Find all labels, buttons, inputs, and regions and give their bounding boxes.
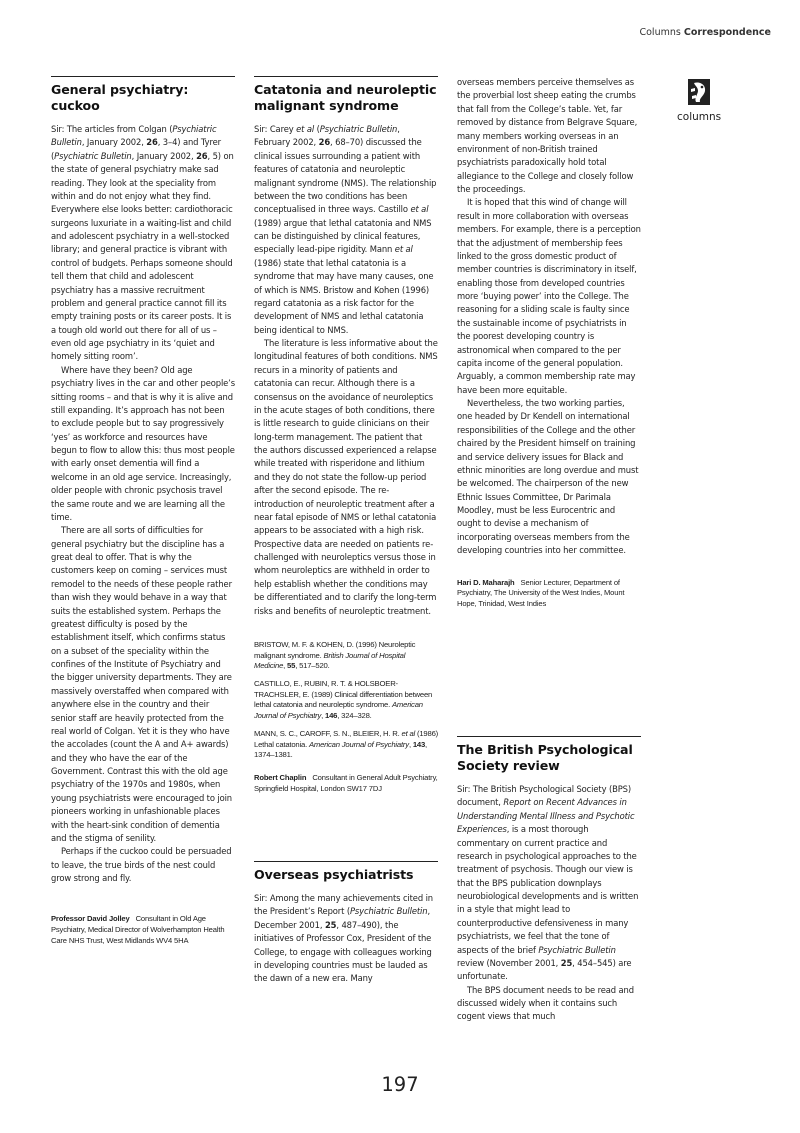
author-name: Hari D. Maharajh: [457, 577, 515, 587]
italic-text: Psychiatric Bulletin: [54, 150, 132, 161]
bold-text: 26: [196, 150, 208, 161]
article-title: Overseas psychiatrists: [254, 867, 414, 883]
text-run: ,: [408, 739, 413, 749]
text-run: , December 2001,: [254, 906, 430, 930]
paragraph: [457, 76, 641, 196]
section-rule: [254, 861, 438, 862]
header-section: Columns: [639, 27, 681, 38]
text-run: , February 2002,: [254, 124, 400, 148]
text-run: , January 2002,: [131, 150, 197, 161]
text-run: , 3–4) and Tyrer (: [51, 137, 221, 161]
section-rule: [51, 76, 235, 77]
bps-section: [457, 736, 641, 1024]
text-run: It is hoped that this wind of change will result in more collaboration with overseas members. For example, there is a perception that the adjustment of membership fees linked to the gross domestic product of member countries is discriminatory in itself, enabling those from developed countries more ‘buying power’ into the College. The reasoning for a sliding scale is faulty since the sustainable income of psychiatrists in the poorest developing country is astronomical when compared to the per capita income of the general population. Arguably, a common membership rate may have been more equitable.: [457, 197, 641, 395]
text-run: Sir: The articles from Colgan (: [51, 124, 173, 134]
column-2: [254, 76, 438, 986]
logo-label: columns: [677, 111, 722, 123]
text-run: , 454–545) are unfortunate.: [457, 957, 632, 982]
author-name: Robert Chaplin: [254, 772, 307, 782]
text-run: , 68–70) discussed the clinical issues surrounding a patient with features of catatonia and neuroleptic malignant syndrome (NMS). The relationship between the two conditions has been conceptualised in three ways. Castillo: [254, 137, 437, 215]
text-run: ,: [283, 661, 288, 671]
italic-text: Psychiatric Bulletin: [349, 906, 428, 917]
paragraph: [254, 892, 438, 986]
italic-text: Psychiatric Bulletin: [51, 124, 217, 148]
paragraph: [51, 524, 235, 845]
paragraph: [51, 364, 235, 525]
text-run: Where have they been? Old age psychiatry lives in the car and other people’s sitting rooms – and that is why it is alive and still expanding. It’s approach has not been to exclude people but to say progressively ‘yes’ as workforce and resources have begun to flow to allow this: thus most people with early onset dementia will find a welcome in an old age service. Increasingly, older people with chronic psychosis travel the same route and we are learning all the time.: [51, 364, 235, 522]
paragraph: [51, 123, 235, 364]
article-title: The British Psychological Society review: [457, 742, 633, 773]
bold-text: 25: [324, 919, 337, 930]
paragraph: [457, 397, 641, 558]
article-title: Catatonia and neuroleptic malignant syndrome: [254, 82, 437, 113]
bold-text: 26: [318, 137, 331, 148]
reference: [254, 679, 438, 722]
column-3: [457, 76, 641, 609]
italic-text: Psychiatric Bulletin: [319, 124, 398, 134]
text-run: , 5) on the state of general psychiatry make sad reading. They look at the speciality from within and do not enjoy what they find. Everywhere else looks better: cardiothoracic surgeons luxuriate in a waiting-list and child and adolescent psychiatry in a well-stocked library; and general practice is vibrant with control of budgets. Perhaps someone should tell them that child and adolescent psychiatry has a massive recruitment problem and general practice cannot fill its empty training posts or its career posts. It is a tough old world out there for all of us – even old age psychiatry in its ‘quiet and homely sitting room’.: [51, 150, 234, 362]
text-run: Perhaps if the cuckoo could be persuaded to leave, the true birds of the nest could grow strong and fly.: [51, 846, 232, 883]
text-run: Sir: Carey: [254, 124, 297, 134]
article-body-continued: [457, 76, 641, 558]
italic-text: British Journal of Hospital Medicine: [254, 650, 406, 671]
header-subsection: Correspondence: [683, 27, 771, 38]
reference: [254, 729, 438, 761]
italic-text: American Journal of Psychiatry: [254, 700, 423, 721]
article-title: General psychiatry: cuckoo: [51, 82, 189, 113]
italic-text: et al: [394, 244, 413, 255]
paragraph: [457, 783, 641, 984]
article-body: [254, 892, 438, 986]
text-run: , January 2002,: [81, 137, 147, 148]
paragraph: [254, 123, 438, 337]
author-signature: [457, 578, 641, 610]
italic-text: Report on Recent Advances in Understanding Mental Illness and Psychotic Experiences: [457, 797, 635, 835]
text-run: CASTILLO, E., RUBIN, R. T. & HOLSBOER-TRACHSLER, E. (1989) Clinical differentiation between lethal catatonia and neuroleptic syndrome.: [254, 678, 433, 710]
reference-list: [254, 640, 438, 761]
italic-text: Psychiatric Bulletin: [538, 944, 616, 955]
italic-text: et al: [401, 728, 416, 738]
article-body: [457, 783, 641, 1024]
paragraph: [254, 337, 438, 618]
text-run: The BPS document needs to be read and discussed widely when it contains such cogent views that much: [457, 984, 634, 1022]
author-name: Professor David Jolley: [51, 914, 130, 924]
bold-text: 26: [146, 137, 158, 148]
text-run: Sir: Among the many achievements cited in the President’s Report (: [254, 893, 433, 917]
text-run: (1986) Lethal catatonia.: [254, 728, 439, 749]
text-run: , is a most thorough commentary on current practice and research in psychological approaches to the treatment of psychosis. Though our view is that the BPS publication downplays neurobiological developments and is written in a style that might lead to counterproductive defensiveness in many psychiatrists, we feel that the tone of aspects of the brief: [457, 824, 639, 955]
author-affiliation: Senior Lecturer, Department of Psychiatry, The University of the West Indies, Mount Hope, Trinidad, West Indies: [457, 577, 625, 608]
text-run: MANN, S. C., CAROFF, S. N., BLEIER, H. R.: [254, 728, 402, 738]
paragraph: [457, 196, 641, 397]
reference: [254, 640, 438, 672]
running-header: [639, 27, 771, 38]
text-run: (1989) argue that lethal catatonia and NMS can be distinguished by clinical features, especially lead-pipe rigidity. Mann: [254, 217, 432, 255]
text-run: , 324–328.: [337, 711, 372, 721]
text-run: , 487–490), the initiatives of Professor Cox, President of the College, to engage with colleagues working in developing countries must be lauded as the dawn of a new era. Many: [254, 919, 432, 984]
overseas-section: [254, 861, 438, 986]
text-run: (: [314, 124, 320, 134]
text-run: , 1374–1381.: [254, 739, 427, 760]
text-run: Sir: The British Psychological Society (BPS) document,: [457, 784, 631, 808]
italic-text: American Journal of Psychiatry: [308, 739, 409, 749]
article-body: [51, 123, 235, 885]
text-run: The literature is less informative about the longitudinal features of both conditions. NMS recurs in a minority of patients and catatonia can recur. Although there is a consensus on the avoidance of neuroleptics in the acute stages of both conditions, there is little research to guide clinicians on their long-term management. The patient that the authors discussed experienced a relapse while treated with risperidone and lithium and they do not state the follow-up period after the second episode. The re-introduction of neuroleptic treatment after a near fatal episode of NMS or lethal catatonia appears to be associated with a high risk. Prospective data are needed on patients re-challenged with neuroleptics versus those in whom neuroleptics are withheld in order to help establish whether the conditions may be differentiated and to clarify the long-term risks and benefits of neuroleptic treatment.: [254, 338, 438, 616]
section-rule: [457, 736, 641, 737]
bold-text: 146: [325, 711, 338, 721]
bold-text: 55: [287, 661, 296, 671]
italic-text: et al: [296, 124, 315, 134]
article-body: [254, 123, 438, 618]
author-affiliation: Consultant in General Adult Psychiatry, Springfield Hospital, London SW17 7DJ: [254, 772, 438, 793]
page-number: 197: [381, 1073, 419, 1096]
text-run: , 517–520.: [295, 661, 330, 671]
text-run: BRISTOW, M. F. & KOHEN, D. (1996) Neuroleptic malignant syndrome.: [254, 639, 416, 660]
bold-text: 25: [560, 957, 573, 968]
text-run: overseas members perceive themselves as the proverbial lost sheep eating the crumbs that fall from the College’s table. Yet, far removed by distance from Belgrave Square, many members working overseas in an environment of non-British trained psychiatrists paradoxically hold total allegiance to the College and closely follow the proceedings.: [457, 77, 638, 194]
columns-logo-icon: [686, 77, 712, 107]
section-rule: [254, 76, 438, 77]
author-signature: [254, 773, 438, 794]
text-run: Nevertheless, the two working parties, one headed by Dr Kendell on international responsibilities of the College and the other chaired by the President himself on training and service delivery issues for Black and ethnic minorities are long overdue and must be welcomed. The chairperson of the new Ethnic Issues Committee, Dr Parimala Moodley, must be less Eurocentric and ought to devise a mechanism of incorporating overseas members from the developing countries into her committee.: [457, 398, 639, 556]
paragraph: [51, 845, 235, 885]
author-affiliation: Consultant in Old Age Psychiatry, Medical Director of Wolverhampton Health Care NHS Trust, West Midlands WV4 5HA: [51, 914, 225, 945]
text-run: review (November 2001,: [457, 957, 561, 968]
bold-text: 143: [412, 739, 426, 749]
columns-logo: [677, 77, 721, 123]
text-run: (1986) state that lethal catatonia is a syndrome that may have many causes, one of which is NMS. Bristow and Kohen (1996) regard catatonia as a risk factor for the development of NMS and lethal catatonia being identical to NMS.: [254, 257, 434, 335]
column-1: [51, 76, 235, 946]
text-run: There are all sorts of difficulties for general psychiatry but the discipline has a great deal to offer. That is why the customers keep on coming – services must remodel to the needs of these people rather than wish they would behave in a way that suits the established system. Perhaps the greatest difficulty is posed by the establishment itself, which confirms status on a subset of the speciality within the confines of the Institute of Psychiatry and the bigger university departments. They are massively overstaffed when compared with anywhere else in the country and their senior staff are heavily protected from the real world of Colgan. Yet it is they who have the accolades (count the A and A+ awards) and they who have the ear of the Government. Contrast this with the old age psychiatry of the 1970s and 1980s, when young psychiatrists were encouraged to join pioneers working in unfashionable places with the heart-sink condition of dementia and the stigma of senility.: [51, 525, 232, 843]
author-signature: [51, 914, 235, 946]
italic-text: et al: [410, 204, 429, 215]
paragraph: [457, 984, 641, 1024]
text-run: ,: [321, 711, 326, 721]
